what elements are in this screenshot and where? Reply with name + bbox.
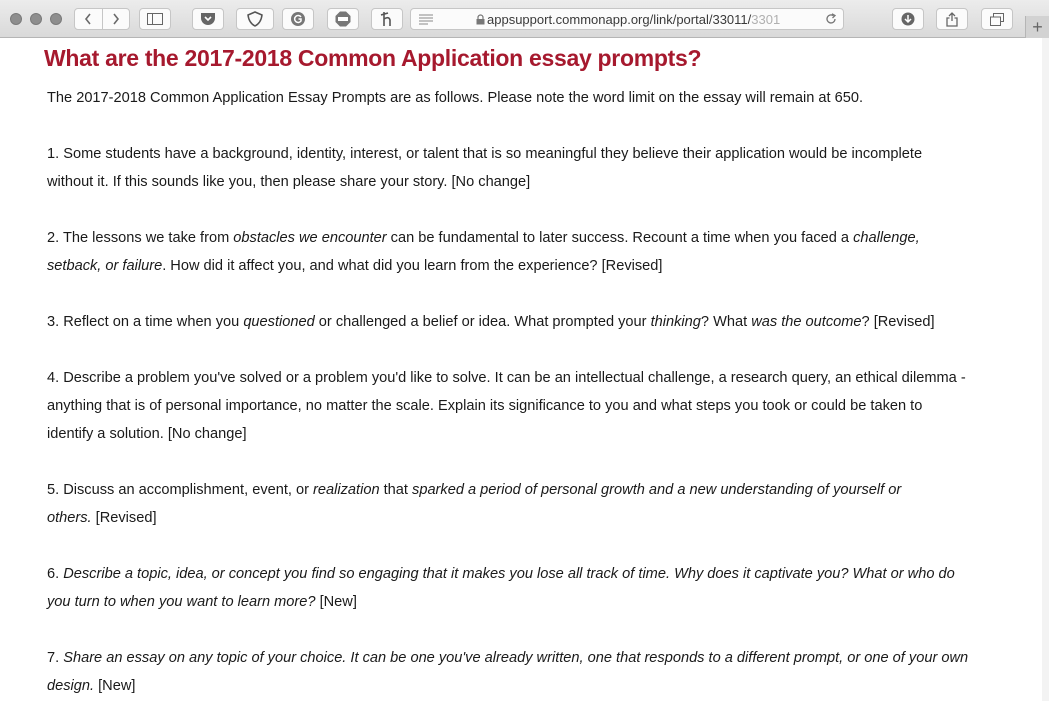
zoom-window-button[interactable] [50,13,62,25]
history-navigation [74,8,130,30]
shield-extension-button[interactable] [236,8,274,30]
prompt-5 [47,476,937,532]
prompt-4 [47,364,972,448]
prompt-1 [47,140,967,196]
lock-icon [476,14,485,25]
emphasized-text: Share an essay on any topic of your choice. It can be one you've already written, one that responds to a different prompt, or one of your own design. [47,650,969,694]
prompt-7 [47,644,972,700]
prompt-text: 2. The lessons we take from [47,230,234,246]
emphasized-text: obstacles we encounter [233,230,387,246]
shield-icon [246,11,264,27]
chevron-right-icon [112,13,120,25]
prompt-text: 7. [47,650,64,666]
emphasized-text: Describe a topic, idea, or concept you find so engaging that it makes you lose all track of time. Why does it captivate you? What or who do you turn to when you want to learn more? [47,566,955,610]
prompt-2 [47,224,937,280]
prompt-6 [47,560,962,616]
prompt-text: ? [Revised] [861,314,935,330]
sidebar-button[interactable] [139,8,171,30]
downloads-button[interactable] [892,8,924,30]
prompt-3 [47,308,967,336]
reload-icon[interactable] [825,13,837,25]
prompt-text: 5. Discuss an accomplishment, event, or [47,482,314,498]
url-faded: 3301 [751,12,781,27]
honey-icon [380,11,394,27]
prompt-text: can be fundamental to later success. Recount a time when you faced a [386,230,854,246]
new-tab-button[interactable] [1025,16,1049,38]
prompt-text: that [379,482,413,498]
pocket-button[interactable] [192,8,224,30]
emphasized-text: realization [313,482,380,498]
grammarly-icon [290,11,306,27]
page-scrollbar[interactable] [1042,38,1049,701]
prompt-text: 6. [47,566,64,582]
honey-button[interactable] [371,8,403,30]
url-text [487,12,780,27]
emphasized-text: challenge, setback, or failure [47,230,920,274]
share-button[interactable] [936,8,968,30]
emphasized-text: sparked a period of personal growth and a new understanding of yourself or others. [47,482,902,526]
prompt-text: ? What [700,314,752,330]
prompt-text: [New] [94,678,136,694]
browser-toolbar [0,0,1049,38]
back-button[interactable] [75,9,102,29]
minimize-window-button[interactable] [30,13,42,25]
grammarly-button[interactable] [282,8,314,30]
page-title: What are the 2017-2018 Common Application essay prompts? [44,45,702,71]
prompt-text: or challenged a belief or idea. What prompted your [314,314,651,330]
prompt-text: [New] [315,594,357,610]
chevron-left-icon [84,13,92,25]
emphasized-text: questioned [243,314,315,330]
pocket-icon [200,12,216,26]
prompt-text: 3. Reflect on a time when you [47,314,244,330]
emphasized-text: was the outcome [751,314,862,330]
prompt-text: 1. Some students have a background, identity, interest, or talent that is so meaningful they believe their application would be incomplete without it. If this sounds like you, then please share your story. [No change] [47,146,923,190]
tab-overview-icon [990,13,1004,26]
adblock-icon [335,11,351,27]
share-icon [946,12,958,27]
prompt-text: 4. Describe a problem you've solved or a problem you'd like to solve. It can be an intellectual challenge, a research query, an ethical dilemma - anything that is of personal importance, no matter the scale. Explain its significance to you and what steps you took or could be taken to identify a solution. [No change] [47,370,966,442]
url-main: appsupport.commonapp.org/link/portal/33011/ [487,12,752,27]
forward-button[interactable] [102,9,130,29]
plus-icon: + [1032,16,1043,37]
intro-text: The 2017-2018 Common Application Essay Prompts are as follows. Please note the word limit on the essay will remain at 650. [47,90,864,106]
tab-overview-button[interactable] [981,8,1013,30]
close-window-button[interactable] [10,13,22,25]
adblock-button[interactable] [327,8,359,30]
address-bar[interactable] [410,8,844,30]
prompt-text: . How did it affect you, and what did you learn from the experience? [Revised] [162,258,663,274]
download-icon [901,12,915,26]
prompt-text: [Revised] [91,510,157,526]
emphasized-text: thinking [650,314,701,330]
sidebar-icon [147,13,163,25]
reader-view-icon[interactable] [419,14,433,25]
